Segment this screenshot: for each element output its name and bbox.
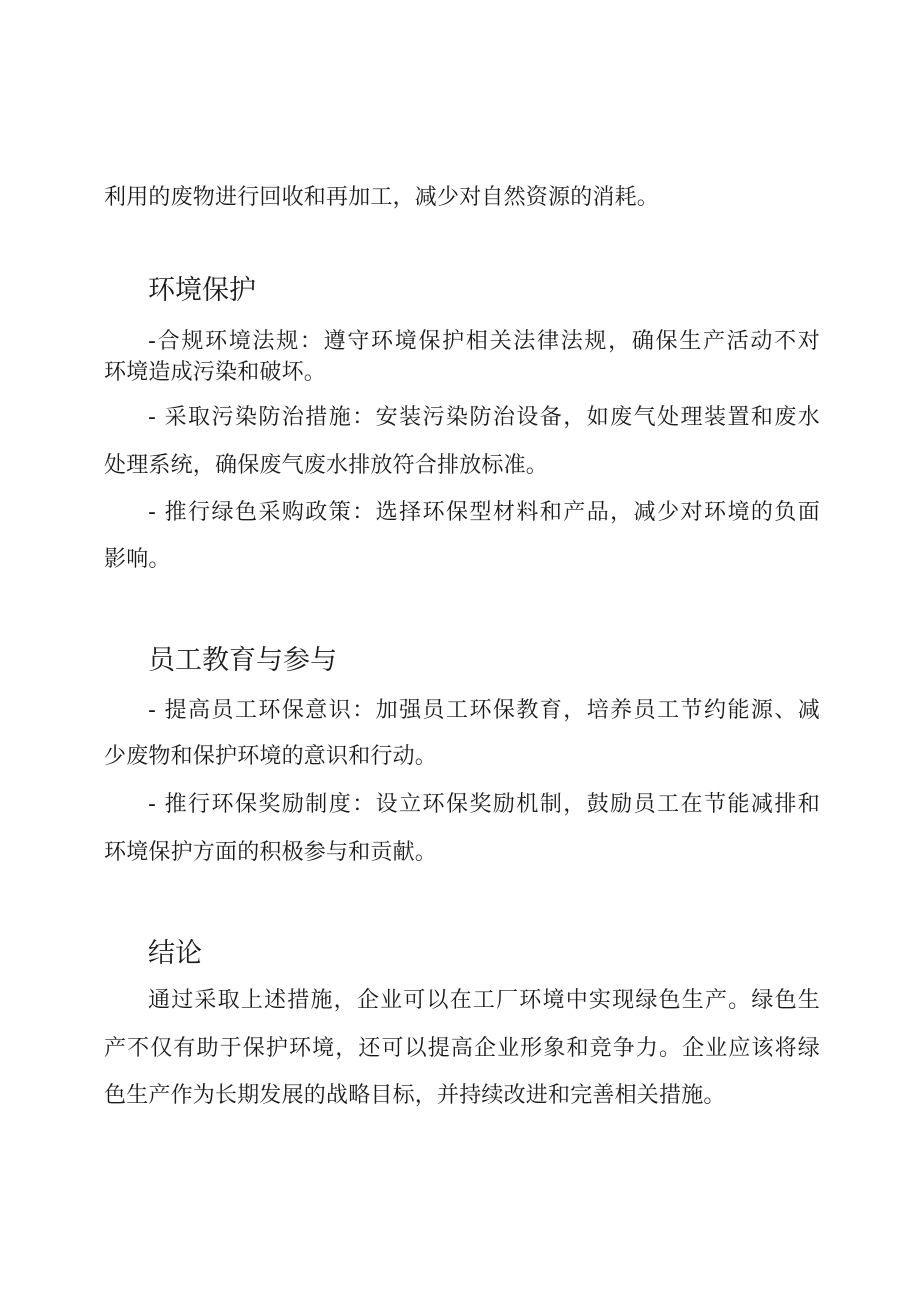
section-heading-conclusion: 结论 — [148, 938, 202, 969]
intro-line: 利用的废物进行回收和再加工，减少对自然资源的消耗。 — [104, 185, 660, 210]
paragraph-line: 环境造成污染和破坏。 — [104, 360, 327, 385]
paragraph-line: -合规环境法规：遵守环境保护相关法律法规，确保生产活动不对 — [148, 329, 820, 354]
paragraph-line: 影响。 — [104, 547, 171, 572]
paragraph-line: - 推行绿色采购政策：选择环保型材料和产品，减少对环境的负面 — [148, 500, 820, 525]
paragraph-line: - 采取污染防治措施：安装污染防治设备，如废气处理装置和废水 — [148, 405, 820, 430]
paragraph-line: 少废物和保护环境的意识和行动。 — [104, 744, 438, 769]
paragraph-line: 色生产作为长期发展的战略目标，并持续改进和完善相关措施。 — [104, 1083, 726, 1108]
paragraph-line: 产不仅有助于保护环境，还可以提高企业形象和竞争力。企业应该将绿 — [104, 1036, 820, 1061]
paragraph-line: - 提高员工环保意识：加强员工环保教育，培养员工节约能源、减 — [148, 698, 820, 723]
paragraph-line: 环境保护方面的积极参与和贡献。 — [104, 840, 438, 865]
section-heading-environment: 环境保护 — [148, 275, 256, 306]
section-heading-employee-education: 员工教育与参与 — [148, 645, 337, 676]
paragraph-line: - 推行环保奖励制度：设立环保奖励机制，鼓励员工在节能减排和 — [148, 792, 820, 817]
paragraph-line: 通过采取上述措施，企业可以在工厂环境中实现绿色生产。绿色生 — [148, 988, 820, 1013]
paragraph-line: 处理系统，确保废气废水排放符合排放标准。 — [104, 453, 549, 478]
